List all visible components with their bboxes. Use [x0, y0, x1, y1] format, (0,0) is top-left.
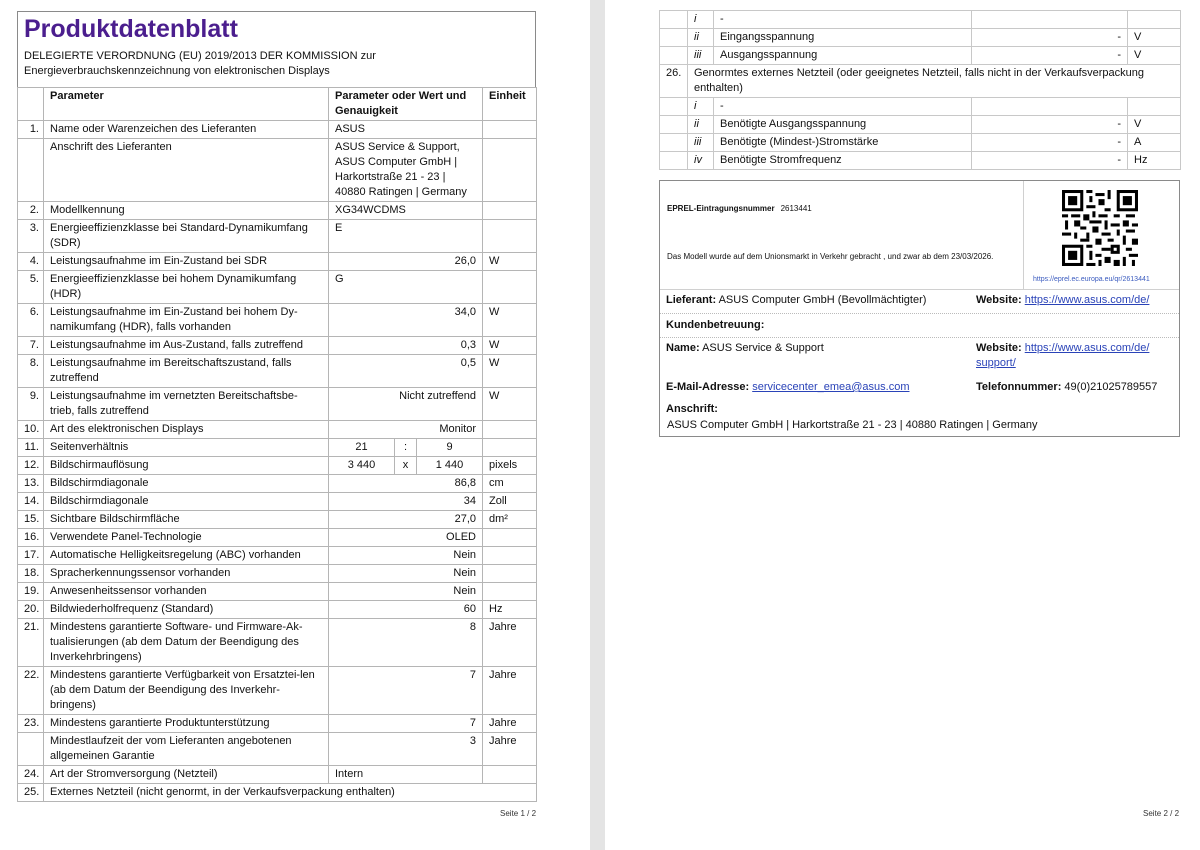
row-index: ii	[688, 29, 714, 47]
qr-url-link[interactable]: https://eprel.ec.europa.eu/qr/2613441	[1033, 276, 1150, 283]
row-value: 0,5	[329, 355, 483, 388]
row-number: 16.	[18, 529, 44, 547]
table-row	[660, 47, 1181, 65]
row-unit	[483, 565, 537, 583]
row-label: Seitenverhältnis	[44, 439, 329, 457]
table-row	[18, 139, 537, 202]
row-unit	[1128, 11, 1181, 29]
table-row	[18, 220, 537, 253]
row-value: -	[972, 116, 1128, 134]
row-unit	[483, 220, 537, 253]
row-unit	[483, 529, 537, 547]
row-index: ii	[688, 116, 714, 134]
row-value: -	[972, 134, 1128, 152]
resolution-separator: x	[395, 457, 417, 475]
row-label: Bildschirmdiagonale	[44, 493, 329, 511]
row-label: Spracherkennungssensor vorhanden	[44, 565, 329, 583]
supplier-website-line	[976, 294, 1149, 306]
row-label: Name oder Warenzeichen des Lieferanten	[44, 121, 329, 139]
row-number: 26.	[660, 65, 688, 98]
row-value: 86,8	[329, 475, 483, 493]
table-row	[18, 733, 537, 766]
row-label: Benötigte Ausgangsspannung	[714, 116, 972, 134]
table-row	[18, 121, 537, 139]
row-unit	[483, 121, 537, 139]
row-label: Energieeffizienzklasse bei Standard-Dynamikumfang (SDR)	[44, 220, 329, 253]
row-unit: W	[483, 337, 537, 355]
row-value: Monitor	[329, 421, 483, 439]
row-index: iii	[688, 134, 714, 152]
row-index: iii	[688, 47, 714, 65]
row-index: i	[688, 98, 714, 116]
row-value: XG34WCDMS	[329, 202, 483, 220]
row-number: 12.	[18, 457, 44, 475]
row-label: Mindestens garantierte Produktunterstützung	[44, 715, 329, 733]
row-value: E	[329, 220, 483, 253]
ratio-width: 21	[329, 439, 395, 457]
row-value	[972, 11, 1128, 29]
table-row	[660, 65, 1181, 98]
page-gutter	[590, 0, 605, 850]
row-number: 21.	[18, 619, 44, 667]
table-row	[18, 784, 537, 802]
table-row	[18, 715, 537, 733]
row-number: 11.	[18, 439, 44, 457]
table-row	[18, 355, 537, 388]
row-label: Genormtes externes Netzteil (oder geeignetes Netzteil, falls nicht in der Verkaufsverpackung enthalten)	[688, 65, 1181, 98]
address-label: Anschrift:	[666, 403, 718, 415]
row-label: Externes Netzteil (nicht genormt, in der Verkaufsverpackung enthalten)	[44, 784, 537, 802]
table-row	[660, 116, 1181, 134]
table-row	[18, 202, 537, 220]
row-label: -	[714, 98, 972, 116]
table-row	[18, 619, 537, 667]
product-data-table	[17, 87, 537, 802]
row-unit	[483, 271, 537, 304]
row-unit	[483, 766, 537, 784]
eprel-info	[660, 181, 1024, 289]
row-label: Energieeffizienzklasse bei hohem Dynamikumfang (HDR)	[44, 271, 329, 304]
divider	[660, 337, 1179, 338]
row-value: G	[329, 271, 483, 304]
support-website-link[interactable]: https://www.asus.com/de/	[1024, 342, 1150, 354]
row-unit	[1128, 98, 1181, 116]
supplier-website-label: Website:	[976, 294, 1022, 306]
table-row	[660, 98, 1181, 116]
support-website-line2	[976, 357, 1016, 369]
table-row	[660, 134, 1181, 152]
customer-service-heading	[666, 319, 764, 331]
row-value	[972, 98, 1128, 116]
row-index: i	[688, 11, 714, 29]
address-heading	[666, 403, 718, 415]
row-unit	[483, 139, 537, 202]
row-unit: V	[1128, 47, 1181, 65]
email-label: E-Mail-Adresse:	[666, 381, 750, 393]
page-number: Seite 2 / 2	[1143, 809, 1180, 818]
table-row	[18, 253, 537, 271]
row-value: 0,3	[329, 337, 483, 355]
eprel-top-section	[660, 181, 1179, 290]
row-unit: A	[1128, 134, 1181, 152]
row-unit: W	[483, 253, 537, 271]
row-value: ASUS Service & Support, ASUS Computer GmbH | Harkortstraße 21 - 23 | 40880 Ratingen | Germany	[329, 139, 483, 202]
phone-number: 49(0)21025789557	[1064, 381, 1158, 393]
row-unit: W	[483, 355, 537, 388]
row-unit: Jahre	[483, 619, 537, 667]
num-header	[18, 88, 44, 121]
row-number	[18, 139, 44, 202]
row-unit: Hz	[483, 601, 537, 619]
support-name: ASUS Service & Support	[702, 342, 824, 354]
page-1	[0, 0, 590, 850]
support-website-line	[976, 342, 1149, 354]
ratio-height: 9	[417, 439, 483, 457]
row-unit	[483, 202, 537, 220]
row-number	[660, 152, 688, 170]
table-row	[660, 29, 1181, 47]
row-value: Nein	[329, 547, 483, 565]
regulation-subtitle: DELEGIERTE VERORDNUNG (EU) 2019/2013 DER KOMMISSION zur Energieverbrauchskennzeichnung von elektronischen Displays	[24, 50, 376, 77]
row-unit	[483, 583, 537, 601]
unit-header: Einheit	[483, 88, 537, 121]
row-unit: Hz	[1128, 152, 1181, 170]
divider	[660, 313, 1179, 314]
table-row	[660, 11, 1181, 29]
document-header	[17, 11, 536, 87]
row-value: -	[972, 152, 1128, 170]
row-label: Benötigte (Mindest-)Stromstärke	[714, 134, 972, 152]
table-row	[18, 511, 537, 529]
row-label: Modellkennung	[44, 202, 329, 220]
row-unit: W	[483, 388, 537, 421]
page-2	[605, 0, 1200, 850]
row-unit: dm²	[483, 511, 537, 529]
row-number: 15.	[18, 511, 44, 529]
table-row	[18, 421, 537, 439]
row-number: 24.	[18, 766, 44, 784]
row-label: Eingangsspannung	[714, 29, 972, 47]
row-label: Bildschirmauflösung	[44, 457, 329, 475]
row-label: Ausgangsspannung	[714, 47, 972, 65]
row-label: Leistungsaufnahme im Ein-Zustand bei SDR	[44, 253, 329, 271]
support-website-label: Website:	[976, 342, 1022, 354]
row-value: 8	[329, 619, 483, 667]
table-row	[18, 475, 537, 493]
eprel-registration	[667, 204, 812, 213]
row-number: 2.	[18, 202, 44, 220]
row-number: 13.	[18, 475, 44, 493]
phone-label: Telefonnummer:	[976, 381, 1062, 393]
row-label: Sichtbare Bildschirmfläche	[44, 511, 329, 529]
row-unit: Jahre	[483, 733, 537, 766]
row-number	[660, 11, 688, 29]
row-label: Leistungsaufnahme im Aus-Zustand, falls zutreffend	[44, 337, 329, 355]
row-number: 9.	[18, 388, 44, 421]
table-row	[18, 493, 537, 511]
row-number: 17.	[18, 547, 44, 565]
table-row	[18, 439, 537, 457]
row-unit: Jahre	[483, 715, 537, 733]
row-value: 26,0	[329, 253, 483, 271]
supplier-label: Lieferant:	[666, 294, 717, 306]
row-number: 4.	[18, 253, 44, 271]
row-label: Automatische Helligkeitsregelung (ABC) vorhanden	[44, 547, 329, 565]
continued-data-table	[659, 10, 1181, 170]
table-row	[18, 601, 537, 619]
supplier-website-link[interactable]: https://www.asus.com/de/	[1024, 294, 1150, 306]
row-value: OLED	[329, 529, 483, 547]
row-number: 3.	[18, 220, 44, 253]
row-value: 34	[329, 493, 483, 511]
row-number	[18, 733, 44, 766]
eprel-registration-label: EPREL-Eintragungsnummer	[667, 204, 775, 213]
row-number	[660, 98, 688, 116]
row-value: Nein	[329, 583, 483, 601]
row-label: Leistungsaufnahme im vernetzten Bereitschaftsbe-trieb, falls zutreffend	[44, 388, 329, 421]
market-placement-text: Das Modell wurde auf dem Unionsmarkt in Verkehr gebracht , und zwar ab dem 23/03/2026.	[667, 252, 994, 261]
eprel-registration-number: 2613441	[780, 204, 812, 213]
ratio-separator: :	[395, 439, 417, 457]
customer-service-title: Kundenbetreuung:	[666, 319, 765, 331]
value-header: Parameter oder Wert und Genauigkeit	[329, 88, 483, 121]
table-row	[660, 152, 1181, 170]
row-label: Bildwiederholfrequenz (Standard)	[44, 601, 329, 619]
support-name-label: Name:	[666, 342, 700, 354]
email-link[interactable]: servicecenter_emea@asus.com	[752, 381, 910, 393]
row-label: Benötigte Stromfrequenz	[714, 152, 972, 170]
row-label: Bildschirmdiagonale	[44, 475, 329, 493]
page-number: Seite 1 / 2	[500, 809, 537, 818]
support-website-link-cont[interactable]: support/	[976, 357, 1016, 369]
row-label: Art des elektronischen Displays	[44, 421, 329, 439]
address-text: ASUS Computer GmbH | Harkortstraße 21 - 23 | 40880 Ratingen | Germany	[667, 419, 1038, 431]
row-number: 7.	[18, 337, 44, 355]
table-row	[18, 304, 537, 337]
row-label: Anwesenheitssensor vorhanden	[44, 583, 329, 601]
table-row	[18, 457, 537, 475]
table-row	[18, 529, 537, 547]
row-value: 3	[329, 733, 483, 766]
row-unit: W	[483, 304, 537, 337]
qr-code-icon[interactable]	[1062, 190, 1138, 266]
param-header: Parameter	[44, 88, 329, 121]
row-unit: V	[1128, 116, 1181, 134]
table-row	[18, 583, 537, 601]
row-number: 18.	[18, 565, 44, 583]
row-number	[660, 116, 688, 134]
page-title: Produktdatenblatt	[24, 15, 238, 43]
row-unit	[483, 421, 537, 439]
row-label: Mindestens garantierte Verfügbarkeit von Ersatztei-len (ab dem Datum der Beendigung des Inverkehr-bringens)	[44, 667, 329, 715]
row-label: -	[714, 11, 972, 29]
row-value: Intern	[329, 766, 483, 784]
table-row	[18, 388, 537, 421]
row-number: 25.	[18, 784, 44, 802]
row-number: 19.	[18, 583, 44, 601]
table-row	[18, 565, 537, 583]
row-number: 1.	[18, 121, 44, 139]
row-number: 6.	[18, 304, 44, 337]
row-label: Anschrift des Lieferanten	[44, 139, 329, 202]
row-number	[660, 29, 688, 47]
table-row	[18, 337, 537, 355]
support-name-line	[666, 342, 824, 354]
row-unit: Jahre	[483, 667, 537, 715]
row-value: -	[972, 29, 1128, 47]
phone-line	[976, 381, 1157, 393]
row-value: 7	[329, 667, 483, 715]
row-label: Mindestens garantierte Software- und Firmware-Ak-tualisierungen (ab dem Datum der Beendigung des Inverkehrbringens)	[44, 619, 329, 667]
row-label: Leistungsaufnahme im Bereitschaftszustand, falls zutreffend	[44, 355, 329, 388]
supplier-line	[666, 294, 926, 306]
row-label: Leistungsaufnahme im Ein-Zustand bei hohem Dy-namikumfang (HDR), falls vorhanden	[44, 304, 329, 337]
resolution-height: 1 440	[417, 457, 483, 475]
row-number: 20.	[18, 601, 44, 619]
row-unit: pixels	[483, 457, 537, 475]
row-label: Mindestlaufzeit der vom Lieferanten angebotenen allgemeinen Garantie	[44, 733, 329, 766]
email-line	[666, 381, 910, 393]
row-number: 5.	[18, 271, 44, 304]
row-number: 23.	[18, 715, 44, 733]
row-unit	[483, 439, 537, 457]
eprel-box	[659, 180, 1180, 437]
row-unit: Zoll	[483, 493, 537, 511]
row-value: Nicht zutreffend	[329, 388, 483, 421]
row-unit: V	[1128, 29, 1181, 47]
row-value: 60	[329, 601, 483, 619]
row-value: -	[972, 47, 1128, 65]
row-number: 14.	[18, 493, 44, 511]
table-row	[18, 271, 537, 304]
row-label: Verwendete Panel-Technologie	[44, 529, 329, 547]
row-index: iv	[688, 152, 714, 170]
table-header-row	[18, 88, 537, 121]
row-number	[660, 134, 688, 152]
table-row	[18, 547, 537, 565]
row-value: ASUS	[329, 121, 483, 139]
table-row	[18, 766, 537, 784]
resolution-width: 3 440	[329, 457, 395, 475]
row-unit: cm	[483, 475, 537, 493]
row-value: 27,0	[329, 511, 483, 529]
row-label: Art der Stromversorgung (Netzteil)	[44, 766, 329, 784]
row-number: 8.	[18, 355, 44, 388]
supplier-name: ASUS Computer GmbH (Bevollmächtigter)	[718, 294, 927, 306]
row-value: Nein	[329, 565, 483, 583]
row-value: 7	[329, 715, 483, 733]
table-row	[18, 667, 537, 715]
row-value: 34,0	[329, 304, 483, 337]
row-unit	[483, 547, 537, 565]
row-number: 10.	[18, 421, 44, 439]
row-number: 22.	[18, 667, 44, 715]
row-number	[660, 47, 688, 65]
